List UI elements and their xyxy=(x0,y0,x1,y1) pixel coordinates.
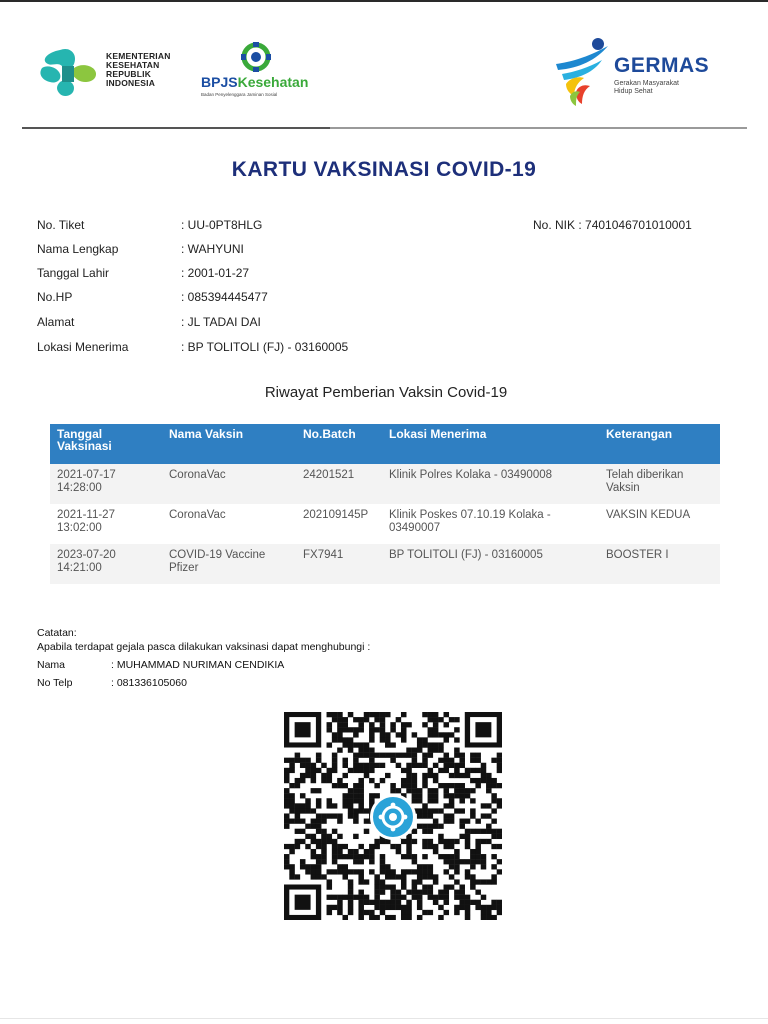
bpjs-subtitle: Badan Penyelenggara Jaminan Sosial xyxy=(201,92,278,97)
kemenkes-line-4: INDONESIA xyxy=(106,78,156,88)
germas-subtitle-line-2: Hidup Sehat xyxy=(614,88,653,95)
birthdate-value: : 2001-01-27 xyxy=(181,266,250,280)
header-batch: No.Batch xyxy=(296,424,382,464)
kemenkes-logo xyxy=(38,46,188,98)
cell-batch: 202109145P xyxy=(296,504,382,544)
cell-location: Klinik Polres Kolaka - 03490008 xyxy=(382,464,599,504)
cell-batch: 24201521 xyxy=(296,464,382,504)
card-title: KARTU VAKSINASI COVID-19 xyxy=(231,158,537,181)
notes-contact-line: Apabila terdapat gejala pasca dilakukan vaksinasi dapat menghubungi : xyxy=(37,641,371,653)
ticket-value: : UU-0PT8HLG xyxy=(181,218,263,232)
table-row xyxy=(50,464,720,504)
location-value: : BP TOLITOLI (FJ) - 03160005 xyxy=(181,340,349,354)
germas-emblem-icon xyxy=(552,36,614,108)
cell-remarks: BOOSTER I xyxy=(599,544,720,584)
contact-name-value: : MUHAMMAD NURIMAN CENDIKIA xyxy=(111,659,285,671)
germas-wordmark: GERMAS xyxy=(614,54,710,77)
bpjs-wordmark-k: Kesehatan xyxy=(237,74,309,90)
contact-name-label: Nama xyxy=(37,659,66,671)
table-header-row xyxy=(50,424,720,464)
kemenkes-emblem-icon xyxy=(38,46,104,98)
notes-contact-name xyxy=(37,658,370,676)
name-label: Nama Lengkap xyxy=(37,242,119,256)
cell-location: Klinik Poskes 07.10.19 Kolaka - 03490007 xyxy=(382,504,599,544)
notes-contact-phone xyxy=(37,676,370,694)
qr-center-badge xyxy=(370,794,416,840)
bpjs-wordmark-b: BPJS xyxy=(201,74,238,90)
cell-date: 2021-11-27 13:02:00 xyxy=(50,504,162,544)
cell-date: 2021-07-17 14:28:00 xyxy=(50,464,162,504)
nik xyxy=(533,218,692,232)
cell-remarks: Telah diberikan Vaksin xyxy=(599,464,720,504)
address-label: Alamat xyxy=(37,315,75,329)
pedulilindungi-icon xyxy=(373,797,413,837)
header-divider-accent xyxy=(22,127,330,129)
notes-section xyxy=(37,626,370,694)
name-value: : WAHYUNI xyxy=(181,242,244,256)
phone-label: No.HP xyxy=(37,290,73,304)
table-row xyxy=(50,504,720,544)
bpjs-emblem-icon xyxy=(238,42,274,74)
cell-batch: FX7941 xyxy=(296,544,382,584)
cell-vaccine: CoronaVac xyxy=(162,504,296,544)
kemenkes-line-3: REPUBLIK xyxy=(106,69,152,79)
kemenkes-line-1: KEMENTERIAN xyxy=(106,51,171,61)
nik-value: : 7401046701010001 xyxy=(578,218,692,232)
bpjs-logo xyxy=(198,42,318,102)
nik-label: No. NIK xyxy=(533,218,576,232)
history-title: Riwayat Pemberian Vaksin Covid-19 xyxy=(264,384,508,401)
address-value: : JL TADAI DAI xyxy=(181,315,261,329)
header-vaccine: Nama Vaksin xyxy=(162,424,296,464)
phone-value: : 085394445477 xyxy=(181,290,268,304)
cell-vaccine: COVID-19 Vaccine Pfizer xyxy=(162,544,296,584)
bottom-divider xyxy=(0,1018,768,1019)
vaccination-table xyxy=(50,424,720,584)
cell-location: BP TOLITOLI (FJ) - 03160005 xyxy=(382,544,599,584)
kemenkes-line-2: KESEHATAN xyxy=(106,60,160,70)
header-location: Lokasi Menerima xyxy=(382,424,599,464)
germas-subtitle-line-1: Gerakan Masyarakat xyxy=(614,80,679,87)
cell-vaccine: CoronaVac xyxy=(162,464,296,504)
germas-subtitle xyxy=(614,80,679,96)
qr-code xyxy=(284,712,502,920)
cell-remarks: VAKSIN KEDUA xyxy=(599,504,720,544)
top-border xyxy=(0,0,768,2)
location-label: Lokasi Menerima xyxy=(37,340,129,354)
notes-heading: Catatan: xyxy=(37,627,77,639)
birthdate-label: Tanggal Lahir xyxy=(37,266,110,280)
table-row xyxy=(50,544,720,584)
header-remarks: Keterangan xyxy=(599,424,720,464)
cell-date: 2023-07-20 14:21:00 xyxy=(50,544,162,584)
header-date: Tanggal Vaksinasi xyxy=(50,424,162,464)
contact-phone-value: : 081336105060 xyxy=(111,677,187,689)
bpjs-wordmark xyxy=(201,74,308,90)
germas-logo xyxy=(552,36,722,108)
contact-phone-label: No Telp xyxy=(37,677,73,689)
ticket-label: No. Tiket xyxy=(37,218,85,232)
